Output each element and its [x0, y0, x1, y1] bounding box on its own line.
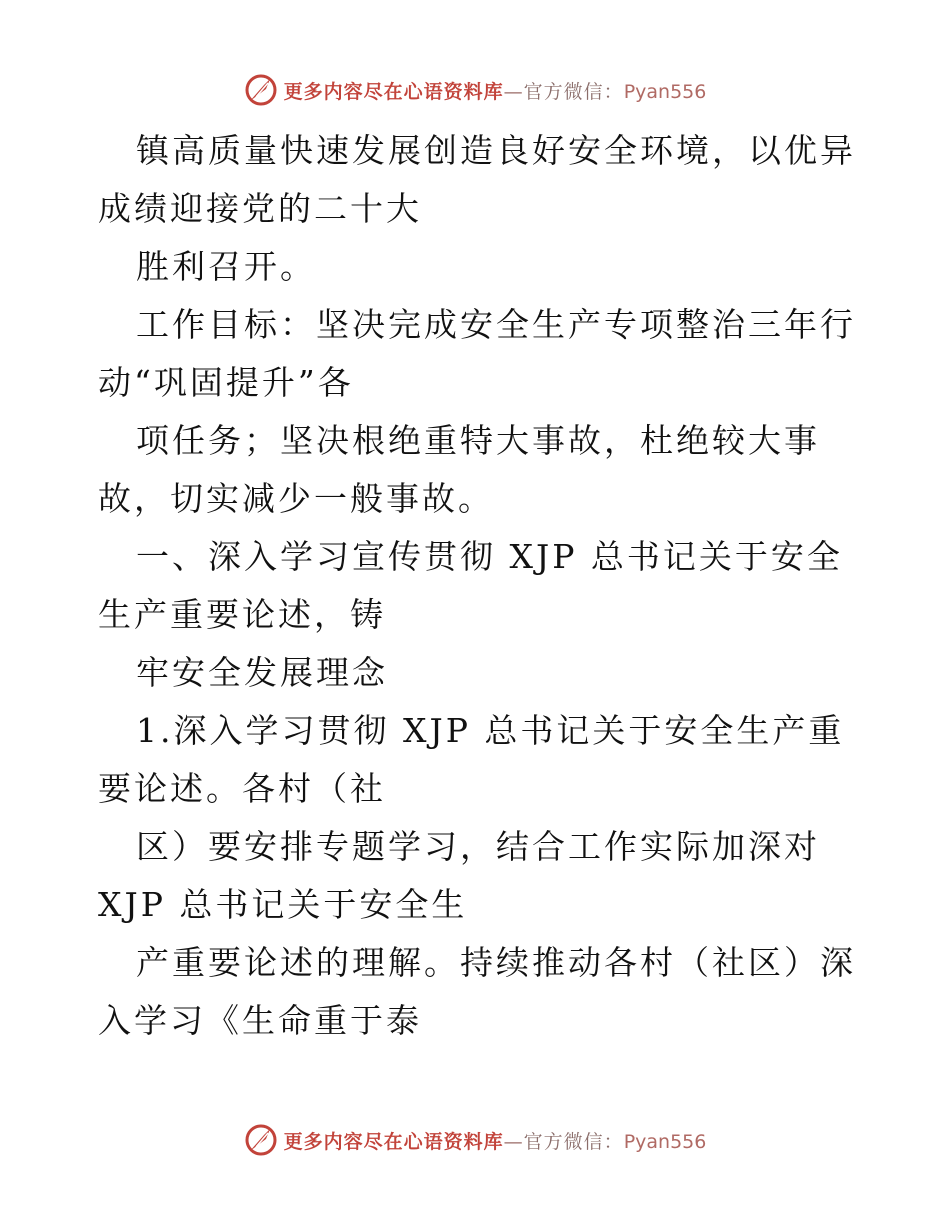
watermark-separator: — — [503, 80, 524, 103]
paragraph: 1.深入学习贯彻 XJP 总书记关于安全生产重要论述。各村（社 — [98, 711, 845, 808]
watermark-separator: — — [503, 1130, 524, 1153]
watermark-group — [244, 73, 707, 107]
paragraph: 工作目标：坚决完成安全生产专项整治三年行动“巩固提升”各 — [98, 305, 856, 402]
paragraph: 区）要安排专题学习，结合工作实际加深对 XJP 总书记关于安全生 — [98, 827, 820, 924]
paragraph: 牢安全发展理念 — [136, 653, 388, 692]
paragraph: 镇高质量快速发展创造良好安全环境，以优异成绩迎接党的二十大 — [98, 131, 856, 228]
watermark-account: Pyan556 — [623, 1130, 707, 1153]
watermark-group — [244, 1123, 707, 1157]
watermark-title: 更多内容尽在心语资料库 — [283, 80, 504, 103]
footer-watermark-banner — [0, 1120, 950, 1160]
header-watermark-banner — [0, 70, 950, 110]
watermark-label: 官方微信： — [523, 1130, 624, 1153]
watermark-title: 更多内容尽在心语资料库 — [283, 1130, 504, 1153]
quill-logo-icon — [244, 1123, 278, 1157]
watermark-text — [284, 77, 707, 104]
paragraph: 胜利召开。 — [136, 247, 316, 286]
watermark-text — [284, 1127, 707, 1154]
paragraph: 一、深入学习宣传贯彻 XJP 总书记关于安全生产重要论述，铸 — [98, 537, 843, 634]
paragraph: 项任务；坚决根绝重特大事故，杜绝较大事故，切实减少一般事故。 — [98, 421, 820, 518]
watermark-account: Pyan556 — [623, 80, 707, 103]
quill-logo-icon — [244, 73, 278, 107]
document-body — [98, 122, 858, 1050]
watermark-label: 官方微信： — [523, 80, 624, 103]
paragraph: 产重要论述的理解。持续推动各村（社区）深入学习《生命重于泰 — [98, 943, 856, 1040]
